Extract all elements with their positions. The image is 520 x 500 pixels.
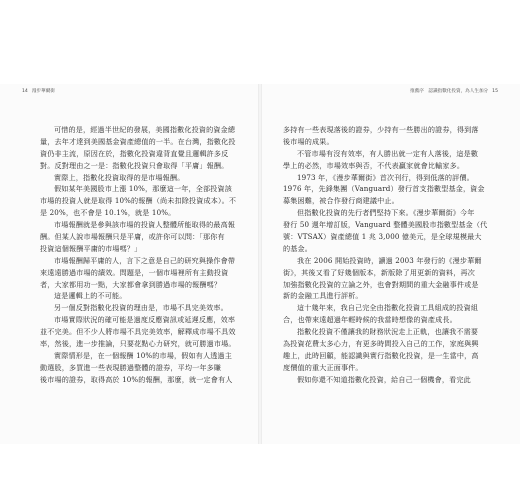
right-page-number: 15 — [492, 89, 498, 94]
left-page-number: 14 — [22, 89, 28, 94]
text-line: 趣上，此時回顧，能認識與實行指數化投資，是一生當中，高 — [283, 350, 479, 360]
text-line: 的基金。 — [283, 243, 312, 253]
text-line: 市場實際狀況的確可能是過度反應資訊或延遲反應，效率 — [54, 315, 236, 325]
text-line: 1973 年，《漫步華爾街》首次刊行，得到低落的評價。 — [297, 172, 474, 182]
text-line: 酬。但某人說市場報酬只是平庸，或許你可以問：「那你有 — [40, 232, 225, 242]
left-running-head — [18, 88, 55, 94]
text-line: 假如你還不知道指數化投資，給自己一個機會，看完此 — [297, 374, 471, 384]
text-line: 新的金融工具進行評析。 — [283, 291, 363, 301]
text-line: 為投資花費太多心力，有更多時間投入自己的工作，家庭與興 — [283, 339, 479, 349]
text-line: 後市場的成果。 — [283, 136, 334, 146]
text-line: 號：VTSAX）資產總值 1 兆 3,000 億美元，是全球規模最大 — [283, 232, 482, 242]
text-line: 率，然後，進一步推論，只要花點心力研究，就可勝過市場。 — [40, 339, 236, 349]
text-line: 來遠遠勝過市場的績效。問題是，一個市場裡所有主動投資 — [40, 267, 229, 277]
text-line: 後市場的證券，取得高於 10%的報酬，那麼，就一定會有人 — [40, 374, 233, 384]
right-running-head-title: 推薦序 認識指數化投資，為人生加分 — [410, 89, 489, 94]
text-line: 這是邏輯上的不可能。 — [54, 291, 127, 301]
text-line: 但指數化投資的先行者們堅持下來。《漫步華爾街》今年 — [297, 208, 475, 218]
text-line: 實際上，指數化投資取得的是市場報酬。 — [54, 172, 185, 182]
text-line: 量，去年才達到美國基金資產總值的一半。在台灣，指數化投 — [40, 136, 236, 146]
text-line: 不管市場有沒有效率，有人勝出就一定有人落後，這是數 — [297, 148, 479, 158]
text-line: 指數化投資不僅讓我的財務狀況走上正軌，也讓我不需要 — [297, 327, 479, 337]
text-line: 對。反對理由之一是：指數化投資只會取得「平庸」報酬。 — [40, 160, 229, 170]
text-line: 可惜的是，經過半世紀的發展，美國指數化投資的資金總 — [54, 125, 236, 134]
text-line: 加強指數化投資的立論之外，也會對期間的重大金融事件或是 — [283, 279, 479, 289]
text-line: 街》，其後又看了好幾個版本，新版除了用更新的資料，再次 — [283, 267, 476, 277]
text-line: 假如某年美國股市上漲 10%，那麼這一年，全部投資該 — [54, 184, 232, 194]
text-line: 合，也帶來遠超過年輕時候的我當時想像的資產成長。 — [283, 315, 457, 325]
text-line: 資仍非主流，原因在於，指數化投資違背直覺且邏輯許多反 — [40, 148, 229, 158]
text-line: 學上的必然，市場效率與否，不代表贏家就會比輸家多。 — [283, 160, 465, 170]
right-body-text — [283, 124, 488, 386]
text-line: 市場報酬就是參與該市場的投資人整體所能取得的最高報 — [54, 220, 236, 230]
text-line: 度價值的重大正面事件。 — [283, 362, 363, 372]
text-line: 我在 2006 開始投資時，讀過 2003 年發行的《漫步華爾 — [297, 255, 482, 265]
text-line: 實際情形是，在一個報酬 10%的市場，假如有人透過主 — [54, 350, 232, 360]
text-line: 多持有一些表現落後的證券，少持有一些勝出的證券，得到落 — [283, 125, 479, 134]
right-running-head — [410, 88, 502, 94]
text-line: 市場的投資人就是取得 10%的報酬（尚未扣除投資成本）。不 — [40, 196, 237, 206]
text-line: 投資這個報酬平庸的市場嗎？」 — [40, 243, 142, 253]
text-line: 募集困難，被合作發行商建議中止。 — [283, 196, 399, 206]
text-line: 動選股，多買進一些表現勝過整體的證券，平均一年多賺 — [40, 362, 222, 372]
text-line: 1976 年，先鋒集團（Vanguard）發行首支指數型基金，資金 — [283, 184, 485, 194]
text-line: 並不完美。但不少人將市場不具完美效率，解釋成市場不具效 — [40, 327, 236, 337]
text-line: 這十幾年來，我自己完全由指數化投資工具組成的投資組 — [297, 303, 479, 313]
text-line: 另一個反對指數化投資的理由是，市場不具完美效率。 — [54, 303, 228, 313]
text-line: 發行 50 週年增訂版，Vanguard 整體美國股市指數型基金（代 — [283, 220, 488, 230]
text-line: 市場報酬歸平庸的人，言下之意是自己的研究與操作會帶 — [54, 255, 236, 265]
text-line: 者，大家都用功一點，大家都會拿到勝過市場的報酬嗎？ — [40, 279, 222, 289]
text-line: 是 20%，也不會是 10.1%，就是 10%。 — [40, 208, 176, 218]
left-running-head-title: 漫步華爾街 — [31, 89, 55, 94]
left-body-text — [40, 124, 240, 386]
